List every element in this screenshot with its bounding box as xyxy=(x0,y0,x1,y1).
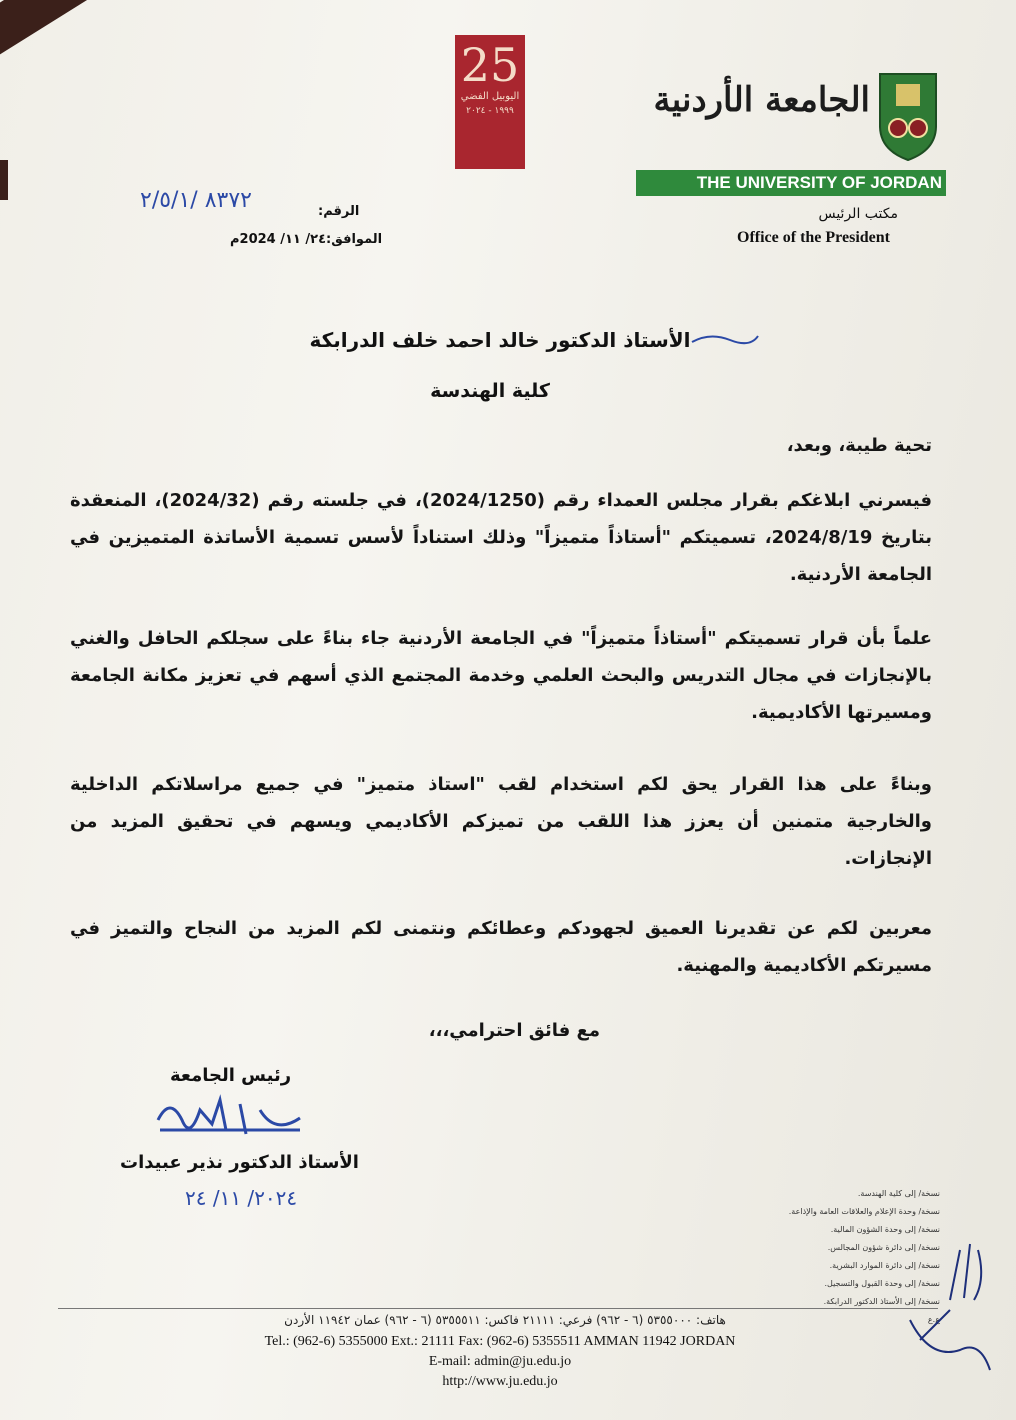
office-name-english: Office of the President xyxy=(737,229,890,246)
body-paragraph-4: معربين لكم عن تقديرنا العميق لجهودكم وعطائكم ونتمنى لكم المزيد من النجاح والتميز في مسيرتكم الأكاديمية والمهنية. xyxy=(70,918,932,976)
footer-website: http://www.ju.edu.jo xyxy=(442,1374,558,1389)
cc-item: نسخة/ إلى الأستاذ الدكتور الدرابكة. xyxy=(823,1297,940,1306)
signatory-name: الأستاذ الدكتور نذير عبيدات xyxy=(120,1152,359,1173)
office-name-arabic: مكتب الرئيس xyxy=(818,206,898,222)
addressee-name: الأستاذ الدكتور خالد احمد خلف الدرابكة xyxy=(309,328,691,352)
mourning-ribbon xyxy=(0,0,175,77)
addressee-faculty: كلية الهندسة xyxy=(430,380,550,402)
body-paragraph-2: علماً بأن قرار تسميتكم "أستاذاً متميزاً" في الجامعة الأردنية جاء بناءً على سجلكم الحافل والغني بالإنجازات في مجال التدريس والبحث العلمي وخدمة المجتمع الذي أسهم في تعزيز مكانة الجامعة ومسيرتها الأكاديمية. xyxy=(70,628,932,723)
cc-item: نسخة/ إلى كلية الهندسة. xyxy=(857,1189,940,1198)
cc-item: نسخة/ إلى وحدة القبول والتسجيل. xyxy=(824,1279,940,1288)
closing: مع فائق احترامي،،، xyxy=(428,1020,600,1041)
footer-divider xyxy=(58,1308,938,1309)
president-signature xyxy=(150,1090,310,1150)
footer-contact-english: Tel.: (962-6) 5355000 Ext.: 21111 Fax: (962-6) 5355511 AMMAN 11942 JORDAN xyxy=(264,1334,736,1349)
cc-item: نسخة/ إلى وحدة الشؤون المالية. xyxy=(830,1225,940,1234)
handwritten-reference-number: ٨٣٧٢ /٢/٥/١ xyxy=(140,188,252,213)
cc-item: نسخة/ إلى دائرة شؤون المجالس. xyxy=(827,1243,940,1252)
body-paragraph-1: فيسرني ابلاغكم بقرار مجلس العمداء رقم (2024/1250)، في جلسته رقم (2024/32)، المنعقدة بتاريخ 2024/8/19، تسميتكم "أستاذاً متميزاً" وذلك استناداً لأسس تسمية الأساتذة المتميزين في الجامعة الأردنية. xyxy=(70,490,933,585)
body-paragraph-3: وبناءً على هذا القرار يحق لكم استخدام لقب "استاذ متميز" في جميع مراسلاتكم الداخلية والخارجية متمنين أن يعزز هذا اللقب من تميزكم الأكاديمي ويسهم في تحقيق المزيد من الإنجازات. xyxy=(70,774,932,869)
mourning-ribbon-end xyxy=(0,160,8,200)
handwritten-initials xyxy=(890,1240,1000,1380)
date-label: الموافق:٢٤/ ١١/ 2024م xyxy=(230,232,383,247)
signatory-title: رئيس الجامعة xyxy=(170,1065,292,1086)
university-name-english-bar: THE UNIVERSITY OF JORDAN xyxy=(636,170,946,196)
footer-contact-arabic: هاتف: ٥٣٥٥٠٠٠ (٦ - ٩٦٢) فرعي: ٢١١١١ فاكس: ٥٣٥٥٥١١ (٦ - ٩٦٢) عمان ١١٩٤٢ الأردن xyxy=(284,1313,726,1327)
footer-email: E-mail: admin@ju.edu.jo xyxy=(428,1354,572,1369)
silver-jubilee-logo: 25 اليوبيل الفضي ١٩٩٩ - ٢٠٢٤ xyxy=(455,35,525,169)
handwritten-signature-date: ٢٠٢٤/ ١١/ ٢٤ xyxy=(185,1186,298,1210)
reference-label: الرقم: xyxy=(318,204,360,219)
university-crest-icon xyxy=(874,70,942,162)
cc-item: ع.ع xyxy=(927,1315,940,1324)
handwritten-check-mark xyxy=(690,330,760,350)
cc-item: نسخة/ وحدة الإعلام والعلاقات العامة والإذاعة. xyxy=(788,1207,940,1216)
greeting: تحية طيبة، وبعد، xyxy=(786,435,932,456)
university-name-arabic: الجامعة الأردنية xyxy=(653,80,870,120)
cc-item: نسخة/ إلى دائرة الموارد البشرية. xyxy=(829,1261,940,1270)
